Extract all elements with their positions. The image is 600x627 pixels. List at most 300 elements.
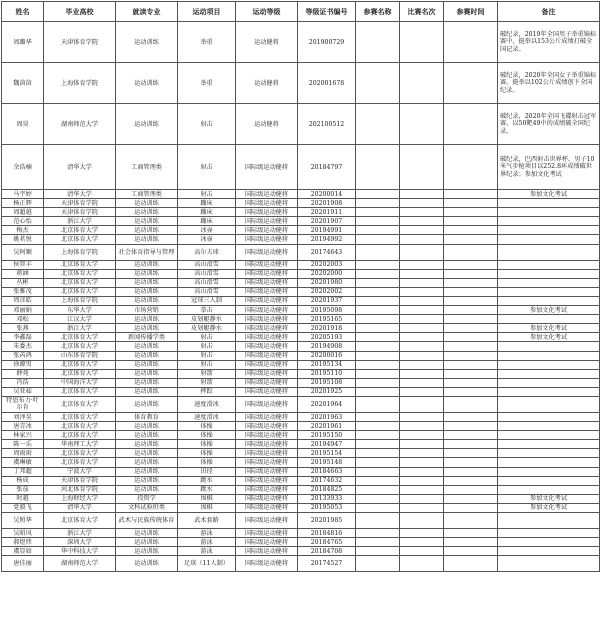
cell-sport: 足球（11人制） xyxy=(178,556,236,572)
cell-event-time xyxy=(444,226,498,235)
cell-rank xyxy=(400,556,444,572)
cell-cert-no: 20195110 xyxy=(298,369,356,378)
cell-cert-no: 20201908 xyxy=(298,199,356,208)
cell-rank xyxy=(400,324,444,333)
cell-major: 市场营销 xyxy=(116,306,178,315)
cell-sport: 射箭 xyxy=(178,369,236,378)
cell-sport: 射击 xyxy=(178,190,236,199)
cell-school: 清华大学 xyxy=(44,145,116,190)
table-row xyxy=(2,278,600,287)
cell-notes xyxy=(498,467,600,476)
cell-notes: 参加文化考试 xyxy=(498,494,600,503)
cell-rank xyxy=(400,369,444,378)
table-row xyxy=(2,556,600,572)
cell-level: 国际级运动健将 xyxy=(236,529,298,538)
cell-notes xyxy=(498,529,600,538)
cell-event-name xyxy=(356,378,400,387)
cell-cert-no: 20202000 xyxy=(298,269,356,278)
cell-event-time xyxy=(444,190,498,199)
cell-name: 党毅飞 xyxy=(2,503,44,512)
table-row xyxy=(2,104,600,145)
cell-notes xyxy=(498,458,600,467)
header-sport: 运动项目 xyxy=(178,2,236,22)
cell-event-name xyxy=(356,538,400,547)
cell-sport: 游泳 xyxy=(178,547,236,556)
cell-level: 国际级运动健将 xyxy=(236,422,298,431)
table-row xyxy=(2,260,600,269)
cell-school: 北京体育大学 xyxy=(44,387,116,396)
table-row xyxy=(2,315,600,324)
cell-school: 华中科技大学 xyxy=(44,547,116,556)
cell-sport: 射击 xyxy=(178,104,236,145)
cell-level: 国际级运动健将 xyxy=(236,324,298,333)
cell-event-name xyxy=(356,199,400,208)
cell-name: 马宇婷 xyxy=(2,190,44,199)
cell-school: 北京体育大学 xyxy=(44,287,116,296)
cell-event-time xyxy=(444,547,498,556)
cell-event-time xyxy=(444,296,498,305)
header-cert-no: 等级证书编号 xyxy=(298,2,356,22)
cell-cert-no: 20133933 xyxy=(298,494,356,503)
cell-event-name xyxy=(356,63,400,104)
cell-level: 国际级运动健将 xyxy=(236,360,298,369)
cell-event-name xyxy=(356,190,400,199)
cell-sport: 田径 xyxy=(178,467,236,476)
cell-rank xyxy=(400,485,444,494)
cell-school: 天津体育学院 xyxy=(44,199,116,208)
cell-event-time xyxy=(444,278,498,287)
table-row xyxy=(2,449,600,458)
table-row xyxy=(2,547,600,556)
cell-level: 国际级运动健将 xyxy=(236,244,298,260)
cell-sport: 体操 xyxy=(178,431,236,440)
cell-event-name xyxy=(356,547,400,556)
cell-event-name xyxy=(356,351,400,360)
cell-event-name xyxy=(356,422,400,431)
cell-rank xyxy=(400,190,444,199)
cell-sport: 高山滑雪 xyxy=(178,260,236,269)
cell-cert-no: 20195150 xyxy=(298,431,356,440)
table-row xyxy=(2,396,600,412)
cell-name: 特恩布力·叶尔肯 xyxy=(2,396,44,412)
cell-school: 东华大学 xyxy=(44,306,116,315)
cell-name: 杨成 xyxy=(2,476,44,485)
cell-sport: 体操 xyxy=(178,440,236,449)
cell-sport: 蹦床 xyxy=(178,217,236,226)
cell-major: 运动训练 xyxy=(116,315,178,324)
cell-event-name xyxy=(356,412,400,421)
table-row xyxy=(2,431,600,440)
cell-major: 运动训练 xyxy=(116,396,178,412)
cell-cert-no: 202100512 xyxy=(298,104,356,145)
cell-school: 北京体育大学 xyxy=(44,226,116,235)
cell-school: 浙江大学 xyxy=(44,324,116,333)
cell-event-name xyxy=(356,315,400,324)
cell-major: 运动训练 xyxy=(116,467,178,476)
cell-event-time xyxy=(444,199,498,208)
cell-cert-no: 20195134 xyxy=(298,360,356,369)
cell-major: 运动训练 xyxy=(116,296,178,305)
cell-sport: 冰壶 xyxy=(178,235,236,244)
cell-name: 周璐华 xyxy=(2,22,44,63)
cell-major: 运动训练 xyxy=(116,449,178,458)
cell-name: 虞显如 xyxy=(2,547,44,556)
cell-major: 体育教育 xyxy=(116,412,178,421)
cell-school: 北京体育大学 xyxy=(44,369,116,378)
cell-level: 国际级运动健将 xyxy=(236,494,298,503)
table-row xyxy=(2,351,600,360)
cell-cert-no: 20184797 xyxy=(298,145,356,190)
cell-major: 运动训练 xyxy=(116,226,178,235)
table-body xyxy=(2,22,600,572)
cell-level: 国际级运动健将 xyxy=(236,458,298,467)
cell-sport: 游泳 xyxy=(178,538,236,547)
cell-cert-no: 20205193 xyxy=(298,333,356,342)
cell-school: 北京体育大学 xyxy=(44,431,116,440)
cell-school: 北京体育大学 xyxy=(44,422,116,431)
table-row xyxy=(2,235,600,244)
cell-major: 运动训练 xyxy=(116,476,178,485)
cell-level: 国际级运动健将 xyxy=(236,538,298,547)
cell-notes xyxy=(498,378,600,387)
cell-name: 周雨雨 xyxy=(2,449,44,458)
cell-major: 运动训练 xyxy=(116,217,178,226)
table-row xyxy=(2,412,600,421)
cell-cert-no: 20201907 xyxy=(298,217,356,226)
cell-cert-no: 20195098 xyxy=(298,306,356,315)
cell-major: 运动训练 xyxy=(116,547,178,556)
header-school: 毕业高校 xyxy=(44,2,116,22)
cell-name: 侯智丰 xyxy=(2,260,44,269)
cell-name: 时越 xyxy=(2,494,44,503)
cell-cert-no: 20200016 xyxy=(298,351,356,360)
table-row xyxy=(2,296,600,305)
cell-level: 国际级运动健将 xyxy=(236,278,298,287)
header-event-time: 参赛时间 xyxy=(444,2,498,22)
cell-cert-no: 20184825 xyxy=(298,485,356,494)
cell-notes xyxy=(498,351,600,360)
cell-level: 国际级运动健将 xyxy=(236,503,298,512)
cell-rank xyxy=(400,145,444,190)
cell-event-time xyxy=(444,306,498,315)
cell-school: 宁波大学 xyxy=(44,467,116,476)
cell-major: 运动训练 xyxy=(116,63,178,104)
cell-sport: 游泳 xyxy=(178,529,236,538)
header-major: 就读专业 xyxy=(116,2,178,22)
cell-event-name xyxy=(356,244,400,260)
cell-major: 运动训练 xyxy=(116,269,178,278)
cell-name: 张燕 xyxy=(2,324,44,333)
cell-notes xyxy=(498,269,600,278)
cell-notes xyxy=(498,412,600,421)
cell-level: 国际级运动健将 xyxy=(236,485,298,494)
cell-school: 北京体育大学 xyxy=(44,269,116,278)
cell-rank xyxy=(400,422,444,431)
table-row xyxy=(2,217,600,226)
cell-name: 邓松 xyxy=(2,315,44,324)
cell-major: 运动训练 xyxy=(116,369,178,378)
cell-school: 清华大学 xyxy=(44,190,116,199)
table-row xyxy=(2,306,600,315)
cell-event-time xyxy=(444,422,498,431)
cell-event-time xyxy=(444,412,498,421)
cell-notes: 破纪录，2020年全国飞碟射击冠军赛，以50靶49中的成绩破全国纪录。 xyxy=(498,104,600,145)
cell-name: 魏茵茵 xyxy=(2,63,44,104)
cell-major: 运动训练 xyxy=(116,485,178,494)
cell-level: 运动健将 xyxy=(236,22,298,63)
cell-name: 周彦皓 xyxy=(2,296,44,305)
cell-major: 武术与民族传统体育 xyxy=(116,513,178,529)
cell-event-name xyxy=(356,360,400,369)
cell-rank xyxy=(400,208,444,217)
cell-name: 张雅茂 xyxy=(2,287,44,296)
cell-notes xyxy=(498,485,600,494)
cell-event-time xyxy=(444,217,498,226)
cell-event-name xyxy=(356,458,400,467)
cell-cert-no: 20201961 xyxy=(298,422,356,431)
cell-level: 国际级运动健将 xyxy=(236,513,298,529)
cell-rank xyxy=(400,315,444,324)
cell-level: 运动健将 xyxy=(236,63,298,104)
cell-event-name xyxy=(356,440,400,449)
cell-sport: 皮划艇静水 xyxy=(178,315,236,324)
table-row xyxy=(2,538,600,547)
cell-rank xyxy=(400,547,444,556)
cell-school: 浙江大学 xyxy=(44,217,116,226)
cell-notes xyxy=(498,369,600,378)
cell-event-name xyxy=(356,485,400,494)
cell-event-time xyxy=(444,360,498,369)
cell-name: 陈一乐 xyxy=(2,440,44,449)
cell-notes xyxy=(498,278,600,287)
table-row xyxy=(2,22,600,63)
cell-cert-no: 201900729 xyxy=(298,22,356,63)
header-name: 姓名 xyxy=(2,2,44,22)
cell-rank xyxy=(400,378,444,387)
cell-name: 周超越 xyxy=(2,208,44,217)
cell-event-time xyxy=(444,369,498,378)
cell-cert-no: 20174632 xyxy=(298,476,356,485)
cell-cert-no: 20201964 xyxy=(298,396,356,412)
cell-notes xyxy=(498,538,600,547)
cell-level: 国际级运动健将 xyxy=(236,476,298,485)
cell-rank xyxy=(400,104,444,145)
cell-event-time xyxy=(444,63,498,104)
cell-event-name xyxy=(356,324,400,333)
cell-level: 国际级运动健将 xyxy=(236,199,298,208)
cell-cert-no: 20201985 xyxy=(298,513,356,529)
cell-notes xyxy=(498,396,600,412)
cell-event-name xyxy=(356,278,400,287)
cell-sport: 高尔夫球 xyxy=(178,244,236,260)
cell-event-time xyxy=(444,324,498,333)
cell-sport: 围棋 xyxy=(178,503,236,512)
table-row xyxy=(2,494,600,503)
cell-event-time xyxy=(444,351,498,360)
cell-event-name xyxy=(356,342,400,351)
cell-name: 张茄 xyxy=(2,485,44,494)
cell-rank xyxy=(400,440,444,449)
cell-sport: 射击 xyxy=(178,145,236,190)
cell-notes xyxy=(498,226,600,235)
cell-major: 运动训练 xyxy=(116,235,178,244)
cell-school: 山东体育学院 xyxy=(44,351,116,360)
cell-notes: 破纪录，2020年全国女子举重锦标赛，挺举以102公斤成绩创下全国纪录。 xyxy=(498,63,600,104)
cell-rank xyxy=(400,476,444,485)
cell-sport: 摔跤 xyxy=(178,387,236,396)
cell-school: 北京体育大学 xyxy=(44,449,116,458)
cell-cert-no: 20201963 xyxy=(298,412,356,421)
cell-event-name xyxy=(356,529,400,538)
cell-name: 张芮鸿 xyxy=(2,351,44,360)
cell-event-time xyxy=(444,513,498,529)
table-row xyxy=(2,476,600,485)
table-row xyxy=(2,63,600,104)
table-row xyxy=(2,244,600,260)
cell-sport: 高山滑雪 xyxy=(178,269,236,278)
cell-event-time xyxy=(444,485,498,494)
cell-rank xyxy=(400,431,444,440)
cell-level: 国际级运动健将 xyxy=(236,440,298,449)
cell-level: 国际级运动健将 xyxy=(236,369,298,378)
cell-event-time xyxy=(444,396,498,412)
cell-rank xyxy=(400,342,444,351)
cell-cert-no: 20201918 xyxy=(298,324,356,333)
cell-major: 运动训练 xyxy=(116,431,178,440)
cell-level: 国际级运动健将 xyxy=(236,235,298,244)
cell-notes xyxy=(498,217,600,226)
cell-level: 国际级运动健将 xyxy=(236,467,298,476)
cell-event-time xyxy=(444,260,498,269)
cell-event-time xyxy=(444,104,498,145)
cell-school: 北京体育大学 xyxy=(44,260,116,269)
cell-level: 国际级运动健将 xyxy=(236,226,298,235)
cell-event-time xyxy=(444,538,498,547)
cell-major: 运动训练 xyxy=(116,529,178,538)
table-row xyxy=(2,208,600,217)
cell-school: 北京体育大学 xyxy=(44,342,116,351)
cell-name: 吴照华 xyxy=(2,513,44,529)
cell-school: 上海体育学院 xyxy=(44,296,116,305)
cell-event-name xyxy=(356,22,400,63)
cell-level: 国际级运动健将 xyxy=(236,387,298,396)
cell-sport: 高山滑雪 xyxy=(178,278,236,287)
cell-name: 余浩楠 xyxy=(2,145,44,190)
cell-event-time xyxy=(444,22,498,63)
cell-major: 运动训练 xyxy=(116,287,178,296)
cell-level: 国际级运动健将 xyxy=(236,217,298,226)
cell-level: 国际级运动健将 xyxy=(236,412,298,421)
cell-cert-no: 20194991 xyxy=(298,226,356,235)
cell-notes xyxy=(498,556,600,572)
cell-sport: 举重 xyxy=(178,22,236,63)
cell-event-name xyxy=(356,306,400,315)
cell-event-name xyxy=(356,104,400,145)
table-row xyxy=(2,422,600,431)
cell-notes xyxy=(498,287,600,296)
cell-major: 工商管理类 xyxy=(116,145,178,190)
cell-school: 浙江大学 xyxy=(44,529,116,538)
cell-rank xyxy=(400,360,444,369)
cell-notes xyxy=(498,208,600,217)
cell-rank xyxy=(400,513,444,529)
cell-sport: 射击 xyxy=(178,333,236,342)
cell-event-time xyxy=(444,556,498,572)
cell-notes xyxy=(498,244,600,260)
cell-rank xyxy=(400,458,444,467)
cell-school: 北京体育大学 xyxy=(44,360,116,369)
cell-name: 刘泽昊 xyxy=(2,412,44,421)
cell-notes xyxy=(498,360,600,369)
cell-rank xyxy=(400,199,444,208)
cell-name: 梅杰 xyxy=(2,226,44,235)
cell-level: 国际级运动健将 xyxy=(236,269,298,278)
cell-cert-no: 20201925 xyxy=(298,387,356,396)
cell-school: 湖南师范大学 xyxy=(44,104,116,145)
table-row xyxy=(2,458,600,467)
cell-notes xyxy=(498,342,600,351)
cell-sport: 射箭 xyxy=(178,378,236,387)
cell-name: 郝煜炜 xyxy=(2,538,44,547)
cell-notes xyxy=(498,260,600,269)
cell-school: 湖南师范大学 xyxy=(44,556,116,572)
cell-school: 上海体育学院 xyxy=(44,244,116,260)
cell-school: 北京体育大学 xyxy=(44,396,116,412)
cell-major: 新闻传播学类 xyxy=(116,333,178,342)
header-level: 运动等级 xyxy=(236,2,298,22)
cell-level: 国际级运动健将 xyxy=(236,342,298,351)
cell-sport: 跳水 xyxy=(178,476,236,485)
cell-sport: 体操 xyxy=(178,449,236,458)
cell-rank xyxy=(400,333,444,342)
cell-major: 运动训练 xyxy=(116,538,178,547)
table-row xyxy=(2,190,600,199)
cell-name: 吴阿顺 xyxy=(2,244,44,260)
cell-event-time xyxy=(444,529,498,538)
cell-major: 运动训练 xyxy=(116,351,178,360)
table-row xyxy=(2,226,600,235)
cell-school: 河北体育学院 xyxy=(44,485,116,494)
cell-cert-no: 20174527 xyxy=(298,556,356,572)
table-row xyxy=(2,378,600,387)
cell-major: 运动训练 xyxy=(116,22,178,63)
cell-name: 朱委杰 xyxy=(2,342,44,351)
cell-event-time xyxy=(444,145,498,190)
table-row xyxy=(2,529,600,538)
cell-event-name xyxy=(356,226,400,235)
cell-notes: 参加文化考试 xyxy=(498,333,600,342)
cell-event-time xyxy=(444,269,498,278)
cell-level: 国际级运动健将 xyxy=(236,260,298,269)
cell-event-name xyxy=(356,208,400,217)
cell-school: 天津体育学院 xyxy=(44,22,116,63)
cell-rank xyxy=(400,503,444,512)
cell-major: 投资学 xyxy=(116,494,178,503)
cell-event-time xyxy=(444,494,498,503)
cell-sport: 射击 xyxy=(178,351,236,360)
cell-name: 李鑫磊 xyxy=(2,333,44,342)
cell-sport: 速度滑冰 xyxy=(178,412,236,421)
cell-notes xyxy=(498,440,600,449)
cell-rank xyxy=(400,449,444,458)
cell-notes: 参加文化考试 xyxy=(498,324,600,333)
cell-major: 运动训练 xyxy=(116,422,178,431)
cell-rank xyxy=(400,467,444,476)
cell-name: 薛苑 xyxy=(2,369,44,378)
cell-level: 国际级运动健将 xyxy=(236,145,298,190)
cell-school: 北京体育大学 xyxy=(44,458,116,467)
cell-event-time xyxy=(444,208,498,217)
